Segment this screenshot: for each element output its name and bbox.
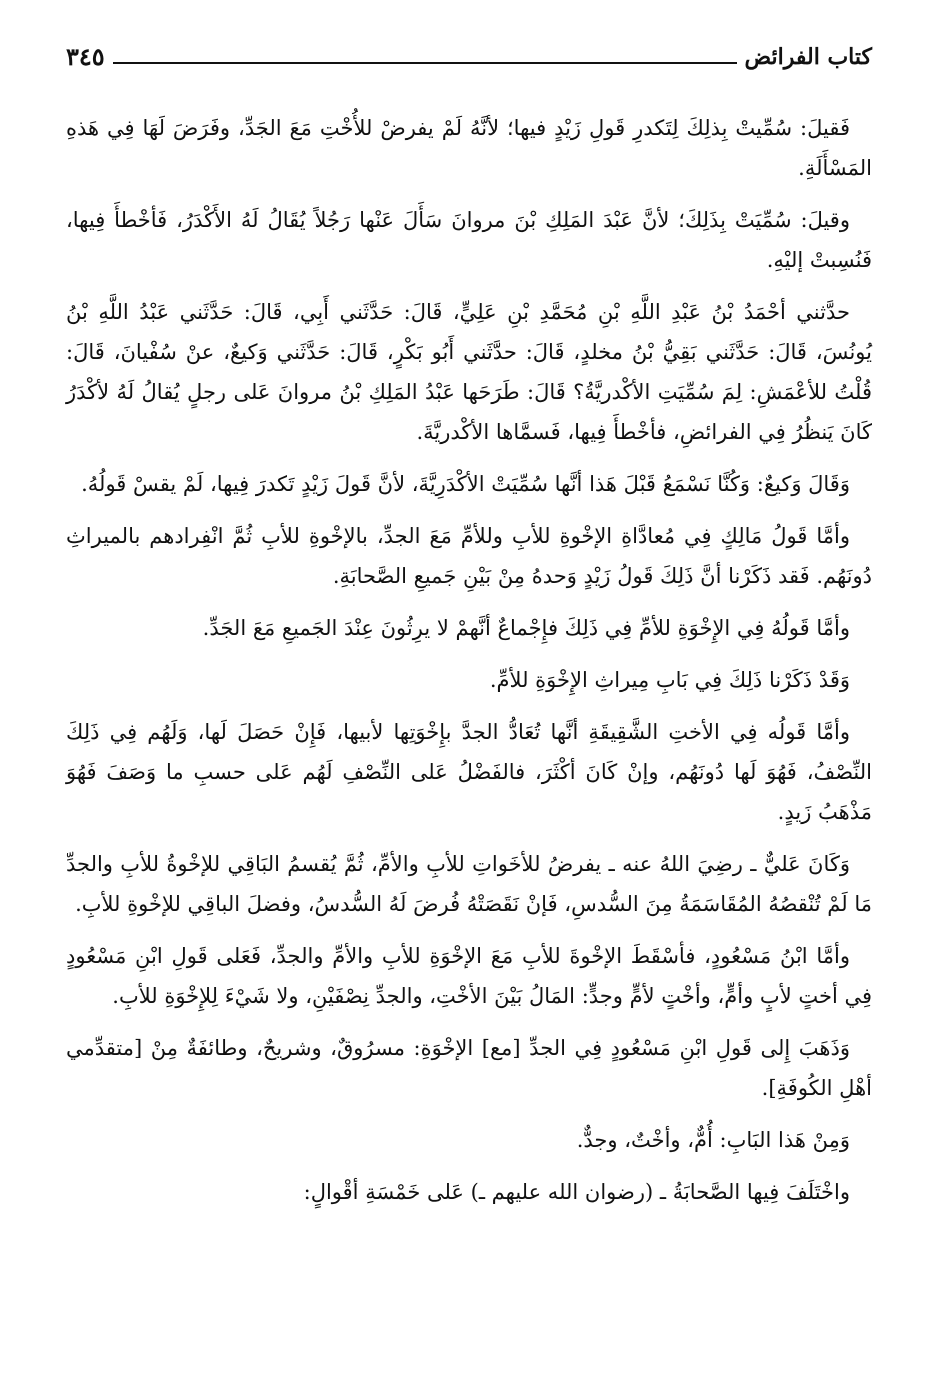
running-header [66, 36, 872, 72]
paragraph: وَقَدْ ذَكَرْنا ذَلِكَ فِي بَابِ مِيراثِ الإِخْوَةِ للأمِّ. [489, 668, 850, 692]
paragraph: وَكَانَ عَليٌّ ـ رضِيَ اللهُ عنه ـ يفرضُ للأخَواتِ للأبِ والأمِّ، ثُمَّ يُقسمُ البَاقِي للإخْوةُ للأبِ والجدِّ مَا لَمْ تُنْقصُهُ المُقَاسَمَةُ مِنَ السُّدسِ، فَإنْ نَقَصَتْهُ فُرضَ لَهُ السُّدسُ، وفضلَ الباقِي للإخْوةِ للأبِ. [66, 852, 872, 916]
paragraph: وَمِنْ هَذا البَابِ: أُمٌّ، وأخْتٌ، وجدٌّ. [576, 1128, 850, 1152]
paragraph: وقيلَ: سُمِّيَتْ بِذَلِكَ؛ لأنَّ عَبْدَ المَلِكِ بْنَ مروانَ سَأَلَ عَنْها رَجُلاً يُقَالُ لَهُ الأَكْدَرُ، فَأخْطأَ فِيها، فَنُسِبتْ إليْهِ. [66, 208, 872, 272]
paragraph: واخْتَلَفَ فِيها الصَّحابَةُ ـ (رضوان الله عليهم ـ) عَلى خَمْسَةِ أقْوالٍ: [303, 1180, 850, 1204]
paragraph: وَذَهَبَ إِلى قَولِ ابْنِ مَسْعُودٍ فِي الجدِّ [مع] الإخْوَةِ: مسرُوقٌ، وشريحٌ، وطائفَةٌ مِنْ [متقدِّمي أهْلِ الكُوفَةِ]. [66, 1036, 872, 1100]
paragraph: وأمَّا قَولُهُ فِي الإِخْوَةِ للأمِّ فِي ذَلِكَ فإِجْماعٌ أنَّهمْ لا يرِثُونَ عِنْدَ الجَميعِ مَعَ الجَدِّ. [202, 616, 850, 640]
page-body [66, 108, 872, 1224]
header-rule [113, 62, 737, 64]
paragraph: وأمَّا ابْنُ مَسْعُودٍ، فأسْقَطَ الإخْوةَ للأبِ مَعَ الإخْوَةِ للأبِ والأمِّ والجدِّ، فَعَلى قَولِ ابْنِ مَسْعُودٍ فِي أختٍ لأبٍ وأمٍّ، وأخْتٍ لأمٍّ وجدٍّ: المَالُ بَيْنَ الأخْتِ، والجدِّ نِصْفَيْنِ، ولا شَيْءَ لِلإِخْوَةِ للأبِ. [66, 944, 872, 1008]
chapter-title: كتاب الفرائض [744, 44, 872, 70]
page-number: ٣٤٥ [66, 42, 105, 71]
paragraph: وَقَالَ وَكيعٌ: وَكُنَّا نَسْمَعُ قَبْلَ هَذا أنَّها سُمِّيَتْ الأكْدَرِيَّةَ، لأنَّ قَولَ زَيْدٍ تَكدرَ فِيها، لَمْ يقسْ قَولُهُ. [81, 472, 850, 496]
paragraph: وأمَّا قَولُه فِي الأختِ الشَّقِيقَةِ أنَّها تُعَادُّ الجدَّ بإِخْوَتِها لأبيها، فَإِنْ حَصَلَ لَها، وَلَهُم فِي ذَلِكَ النِّصْفُ، فَهُوَ لَها دُونَهُم، وإنْ كَانَ أكْثَرَ، فالفَضْلُ عَلى النِّصْفِ لَهُم عَلى حسبِ ما وَصَفَ فَهُوَ مَذْهَبُ زَيدٍ. [66, 720, 872, 824]
paragraph: حدَّثني أحْمَدُ بْنُ عَبْدِ اللَّهِ بْنِ مُحَمَّدِ بْنِ عَلِيٍّ، قَالَ: حَدَّثَني أَبِي، قَالَ: حَدَّثَني عَبْدُ اللَّهِ بْنُ يُونُسَ، قَالَ: حَدَّثَني بَقِيُّ بْنُ مخلدٍ، قَالَ: حدَّثَني أَبُو بَكْرٍ، قَالَ: حَدَّثَني وَكيعٌ، عنْ سُفْيانَ، قَالَ: قُلْتُ للأعْمَشِ: لِمَ سُمِّيَتِ الأكْدريَّةُ؟ قَالَ: طَرَحَها عَبْدُ المَلِكِ بْنُ مروانَ عَلى رجلٍ يُقالُ لَهُ لأكْدَرُ كَانَ يَنظُرُ فِي الفرائضِ، فأخْطأَ فِيها، فَسمَّاها الأكْدريَّةَ. [66, 300, 872, 444]
paragraph: فَقيلَ: سُمِّيتْ بِذلِكَ لِتَكدرِ قَولِ زَيْدٍ فيها؛ لأنَّهُ لَمْ يفرضْ للأُخْتِ مَعَ الجَدِّ، وفَرَضَ لَهَا فِي هَذهِ المَسْأَلَةِ. [66, 116, 872, 180]
paragraph: وأمَّا قَولُ مَالِكٍ فِي مُعادَّاةِ الإخْوةِ للأبِ وللأمِّ مَعَ الجدِّ، بالإخْوةِ للأبِ ثُمَّ انْفِرادهم بالميراثِ دُونَهُم. فَقد ذَكَرْنا أنَّ ذَلِكَ قَولُ زَيْدٍ وَحدهُ مِنْ بَيْنِ جَميعِ الصَّحابَةِ. [66, 524, 872, 588]
